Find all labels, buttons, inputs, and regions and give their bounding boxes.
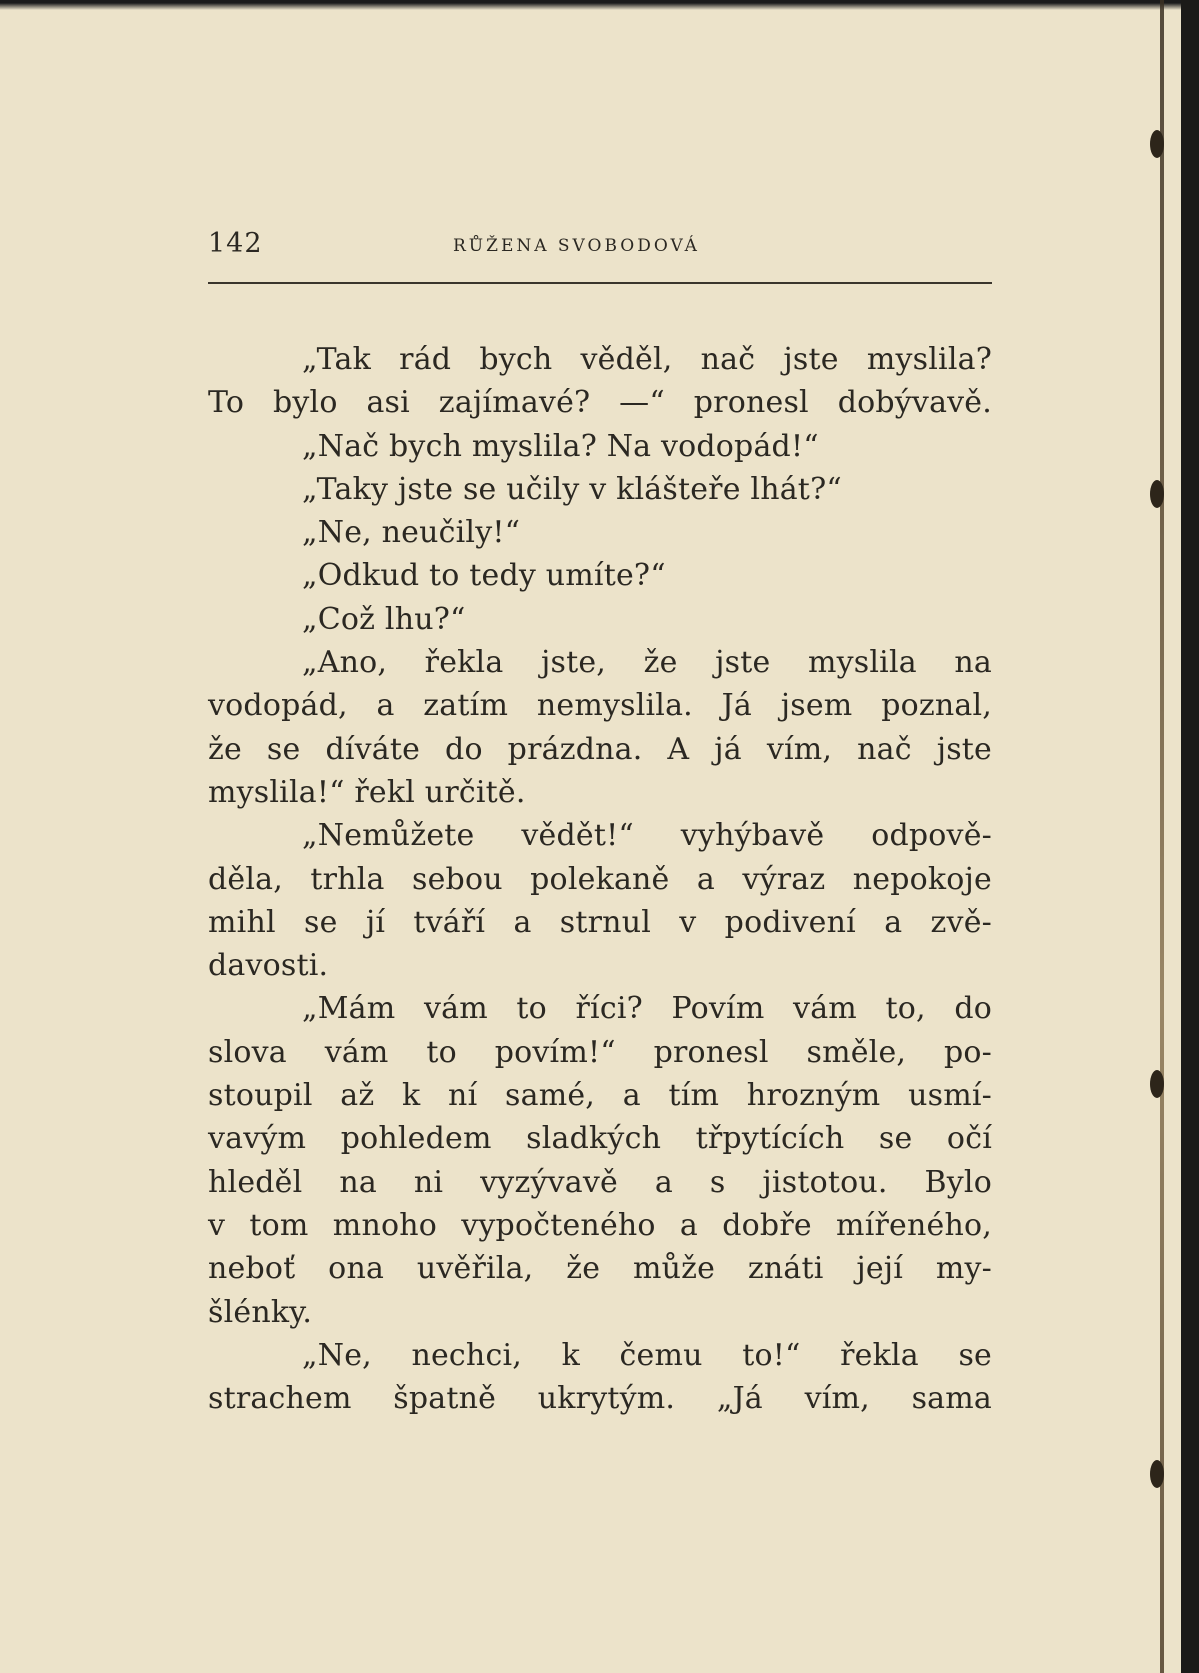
text-line: „Mám vám to říci? Povím vám to, do xyxy=(302,991,992,1027)
scan-right-edge xyxy=(1181,0,1199,1673)
binding-mark xyxy=(1150,1460,1164,1488)
binding-mark xyxy=(1150,1070,1164,1098)
text-line: To bylo asi zajímavé? —“ pronesl dobývavě. xyxy=(208,385,992,421)
text-line: davosti. xyxy=(208,948,329,984)
text-line: „Taky jste se učily v klášteře lhát?“ xyxy=(302,471,842,507)
text-line: myslila!“ řekl určitě. xyxy=(208,774,526,810)
text-line: v tom mnoho vypočteného a dobře mířeného, xyxy=(208,1207,992,1243)
body-text xyxy=(208,338,992,1420)
binding-mark xyxy=(1150,130,1164,158)
scan-top-edge xyxy=(0,0,1199,10)
page-number: 142 xyxy=(208,228,263,259)
text-line: „Ne, neučily!“ xyxy=(302,515,521,551)
text-line: „Ano, řekla jste, že jste myslila na xyxy=(302,645,992,681)
text-line: „Tak rád bych věděl, nač jste myslila? xyxy=(302,342,992,377)
text-line: „Ne, nechci, k čemu to!“ řekla se xyxy=(302,1337,992,1373)
text-line: „Nemůžete vědět!“ vyhýbavě odpově- xyxy=(302,818,992,854)
running-head: RŮŽENA SVOBODOVÁ xyxy=(453,236,700,256)
text-line: strachem špatně ukrytým. „Já vím, sama xyxy=(208,1381,992,1417)
text-line: slova vám to povím!“ pronesl směle, po- xyxy=(208,1034,992,1070)
text-line: mihl se jí tváří a strnul v podivení a zvě- xyxy=(208,904,992,940)
text-line: „Což lhu?“ xyxy=(302,601,466,637)
text-line: „Nač bych myslila? Na vodopád!“ xyxy=(302,428,819,464)
text-line: „Odkud to tedy umíte?“ xyxy=(302,558,666,594)
text-line: vodopád, a zatím nemyslila. Já jsem poznal, xyxy=(208,688,992,724)
text-line: stoupil až k ní samé, a tím hrozným usmí- xyxy=(208,1078,992,1114)
text-line: vavým pohledem sladkých třpytících se očí xyxy=(208,1121,992,1157)
text-line: že se díváte do prázdna. A já vím, nač jste xyxy=(208,731,992,767)
page-header xyxy=(208,226,992,266)
text-line: děla, trhla sebou polekaně a výraz nepokoje xyxy=(208,861,992,897)
binding-mark xyxy=(1150,480,1164,508)
text-line: šlénky. xyxy=(208,1294,313,1330)
header-rule xyxy=(208,282,992,284)
text-line: hleděl na ni vyzývavě a s jistotou. Bylo xyxy=(208,1164,992,1200)
page-binding-edge xyxy=(1160,0,1164,1673)
text-line: neboť ona uvěřila, že může znáti její my- xyxy=(208,1251,992,1287)
